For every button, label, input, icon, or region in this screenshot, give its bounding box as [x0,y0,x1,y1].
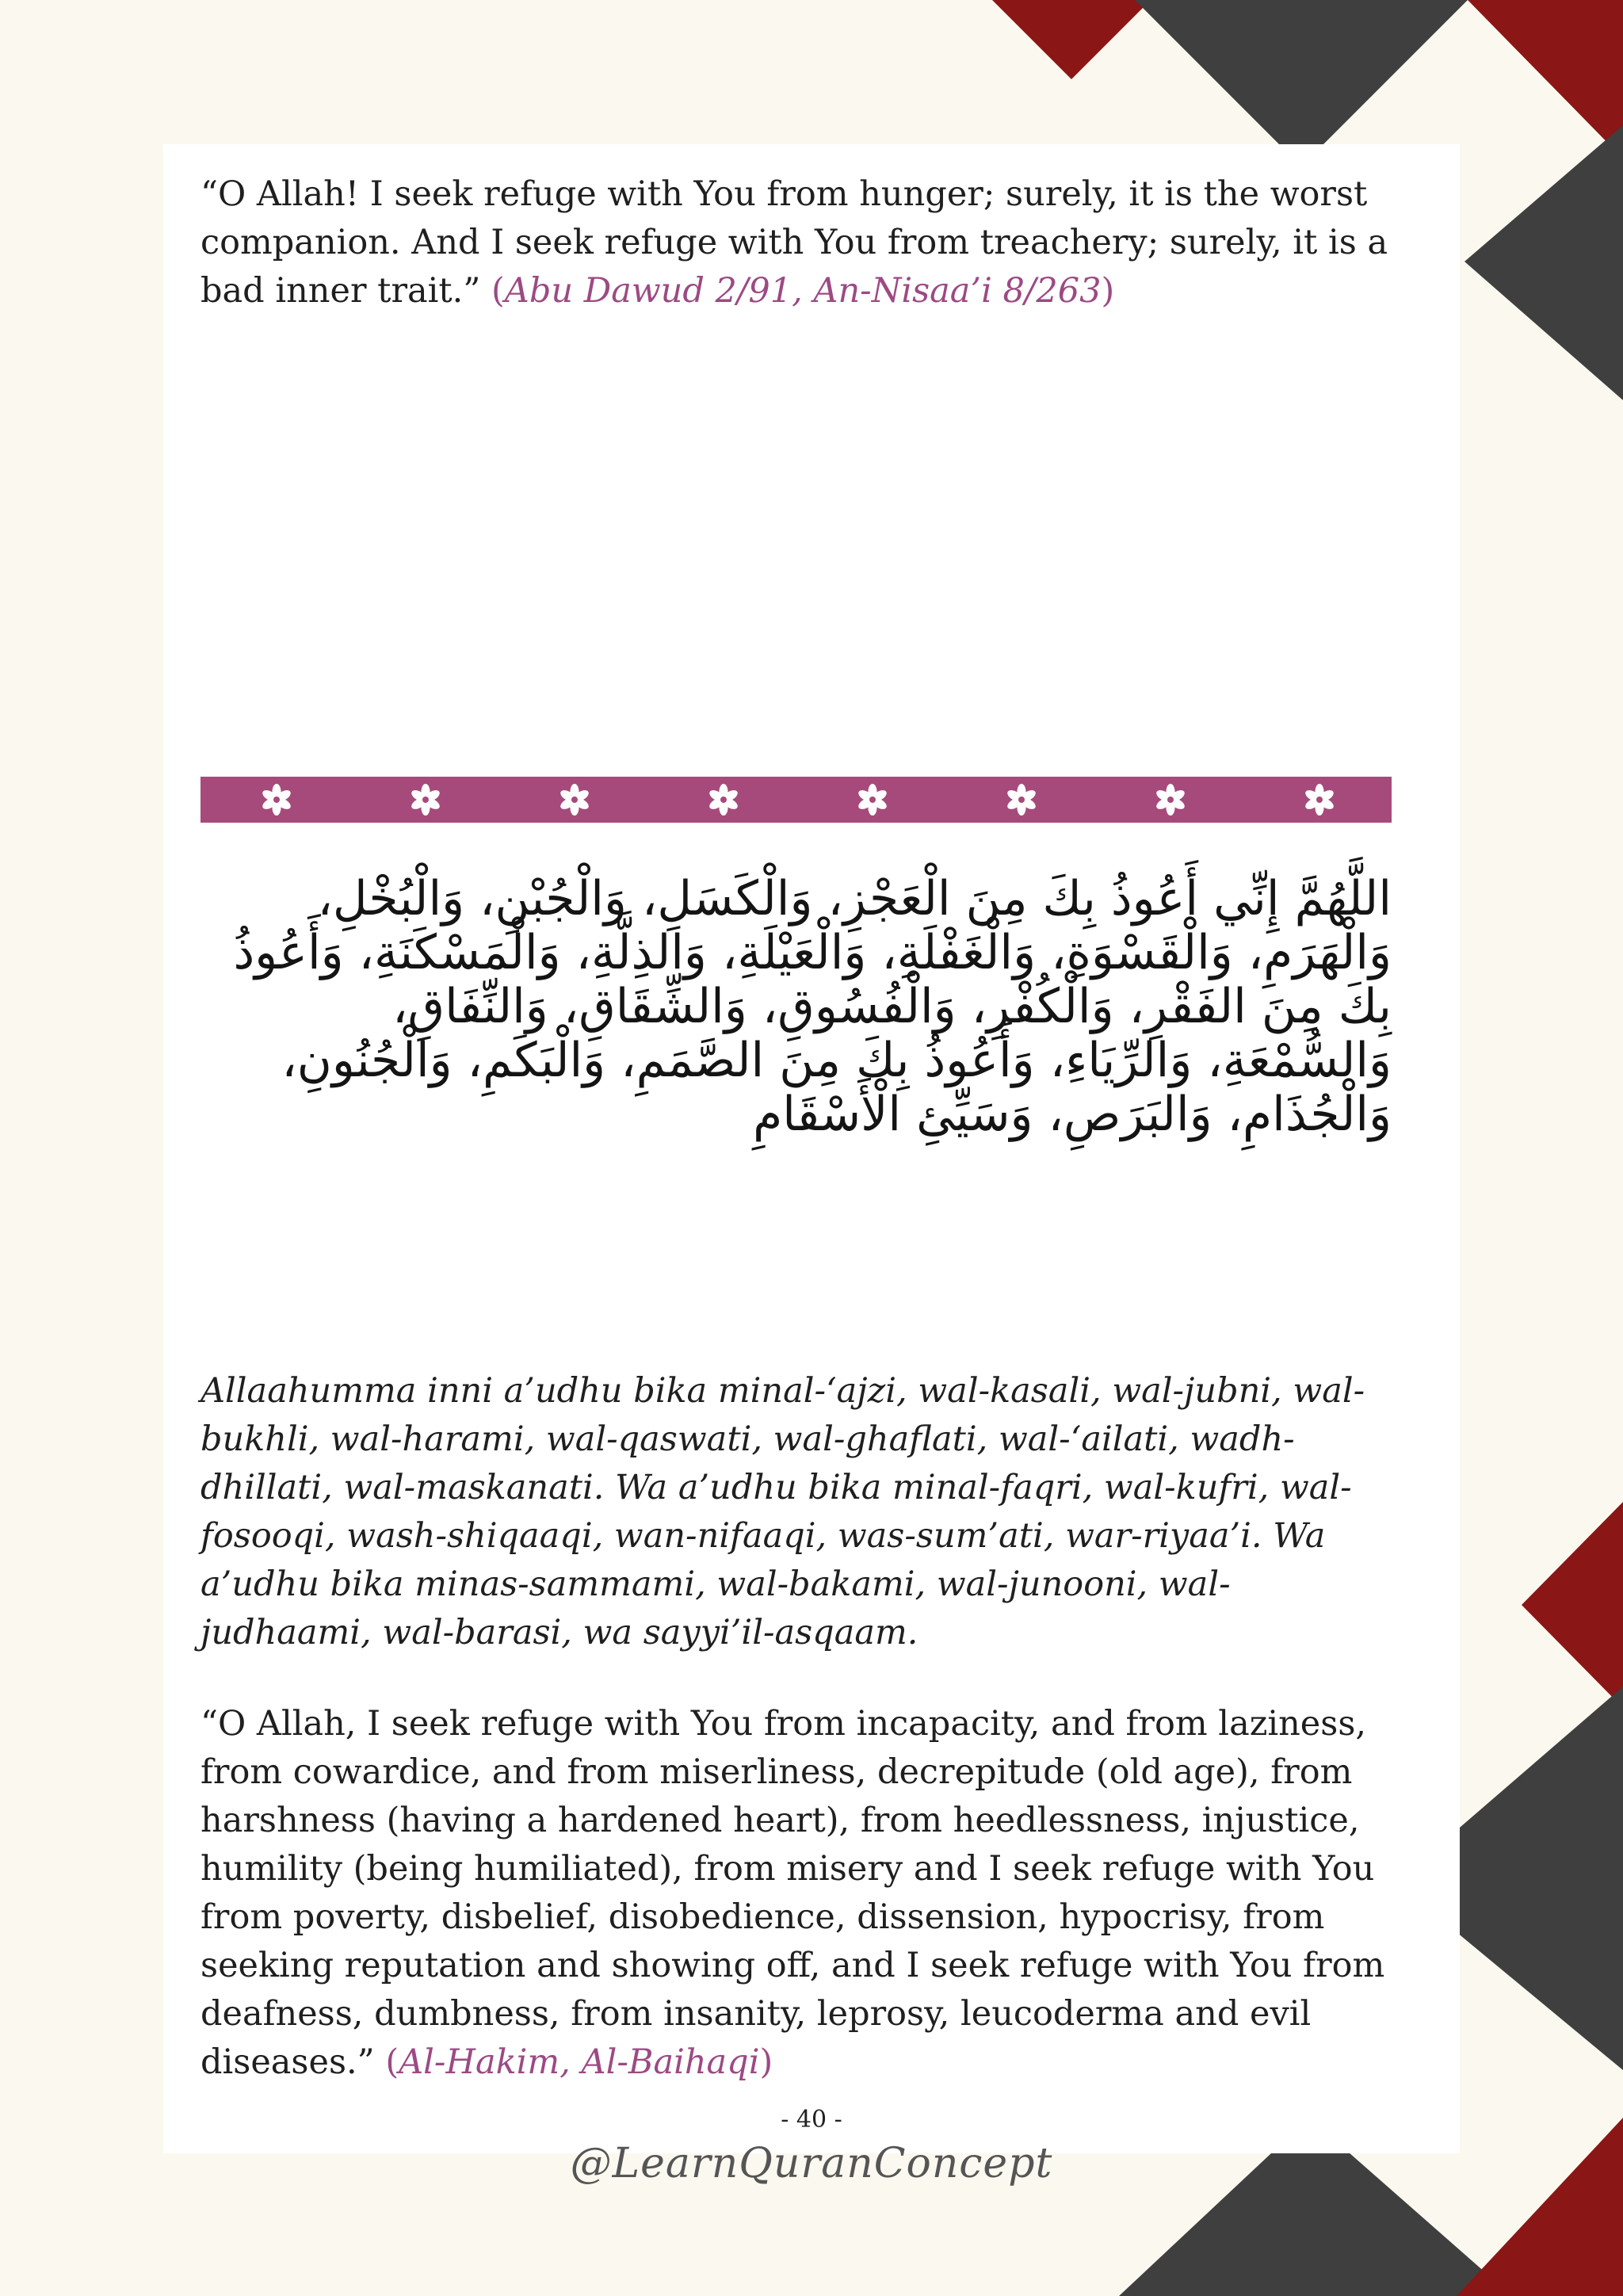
brand-handle: @LearnQuranConcept [570,2140,1053,2187]
translation-text: “O Allah, I seek refuge with You from incapacity, and from laziness, from cowardice, and from miserliness, decrepitude (old age), from harshness (having a hardened heart), from heedlessness, injustice, humility (being humiliated), from misery and I seek refuge with You from poverty, disbelief, disobedience, dissension, hypocrisy, from seeking reputation and showing off, and I seek refuge with You from deafness, dumbness, from insanity, leprosy, leucoderma and evil diseases.” [200,1704,1385,2082]
flower-icon [706,782,741,817]
transliteration: Allaahumma inni a’udhu bika minal-‘ajzi, wal-kasali, wal-jubni, wal-bukhli, wal-harami, wal-qaswati, wal-ghaflati, wal-‘ailati, wadh-dhillati, wal-maskanati. Wa a’udhu bika minal-faqri, wal-kufri, wal-fosooqi, wash-shiqaaqi, wan-nifaaqi, was-sum’ati, war-riyaa’i. Wa a’udhu bika minas-sammami, wal-bakami, wal-junooni, wal-judhaami, wal-barasi, wa sayyi’il-asqaam. [200,1371,1365,1652]
flower-icon [1302,782,1337,817]
dua-reference: (Al-Hakim, Al-Baihaqi) [385,2042,773,2082]
hadith-translation-top [200,170,1397,315]
page-number: - 40 - [781,2106,842,2134]
dua-translation [200,1700,1397,2087]
top-quote-text: “O Allah! I seek refuge with You from hunger; surely, it is the worst companion. And I seek refuge with You from treachery; surely, it is a bad inner trait.” [200,174,1388,311]
flower-icon [408,782,443,817]
arabic-dua: اللَّهُمَّ إِنِّي أَعُوذُ بِكَ مِنَ الْعَجْزِ، وَالْكَسَلِ، وَالْجُبْنِ، وَالْبُخْلِ، وَالْهَرَمِ، وَالْقَسْوَةِ، وَالْغَفْلَةِ، وَالْعَيْلَةِ، وَالذِلَّةِ، وَالْمَسْكَنَةِ، وَأَعُوذُ بِكَ مِنَ الفَقْرِ، وَالْكُفْرِ، وَالْفُسُوقِ، وَالشِّقَاقِ، وَالنِّفَاقِ، وَالسُّمْعَةِ، وَالرِّيَاءِ، وَأَعُوذُ بِكَ مِنَ الصَّمَمِ، وَالْبَكَمِ، وَالْجُنُونِ، وَالْجُذَامِ، وَالبَرَصِ، وَسَيِّئِ الْأَسْقَامِ [233,871,1392,1142]
flower-icon [557,782,592,817]
flower-icon [259,782,294,817]
dua-reference-text: Al-Hakim, Al-Baihaqi [399,2042,760,2082]
floral-divider-band [200,777,1392,823]
flower-icon [855,782,890,817]
flower-icon [1004,782,1039,817]
top-reference-text: Abu Dawud 2/91, An-Nisaa’i 8/263 [504,271,1102,311]
flower-icon [1153,782,1188,817]
top-reference: (Abu Dawud 2/91, An-Nisaa’i 8/263) [491,271,1115,311]
